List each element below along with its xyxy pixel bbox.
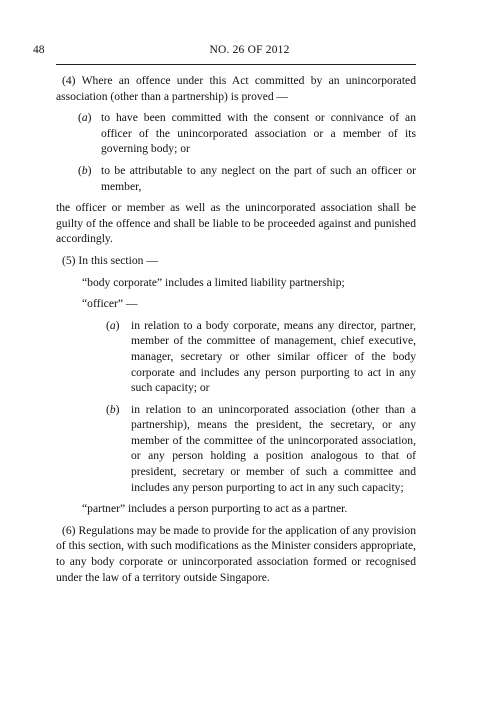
- item-label: (a): [78, 111, 92, 125]
- definition-officer-heading: “officer” —: [82, 297, 138, 311]
- act-title: NO. 26 OF 2012: [209, 44, 290, 56]
- subsection-4-item-a: [56, 110, 416, 157]
- item-label: (a): [106, 318, 120, 332]
- section-body: [56, 73, 416, 585]
- item-text: to have been committed with the consent or connivance of an officer of the unincorporated association or a member of its governing body; or: [101, 111, 416, 156]
- officer-item-a: [56, 318, 416, 396]
- item-text: in relation to a body corporate, means any director, partner, member of the committee of management, chief executive, manager, secretary or other similar officer of the body corporate and includes any person purporting to act in any such capacity; or: [131, 318, 416, 395]
- definition-partner: “partner” includes a person purporting to act as a partner.: [82, 502, 348, 516]
- definition-body-corporate: “body corporate” includes a limited liability partnership;: [82, 275, 345, 289]
- item-text: in relation to an unincorporated association (other than a partnership), means the president, the secretary, or any member of the committee of the unincorporated association, or any person holding a position analogous to that of president, secretary or member of such a committee and includes any person purporting to act in any such capacity;: [131, 402, 416, 494]
- subsection-4-item-b: [56, 163, 416, 194]
- header-rule: [56, 64, 416, 65]
- subsection-6: (6) Regulations may be made to provide for the application of any provision of this section, with such modifications as the Minister considers appropriate, to any body corporate or unincorporated association formed or recognised under the law of a territory outside Singapore.: [56, 523, 416, 584]
- item-text: to be attributable to any neglect on the part of such an officer or member,: [101, 163, 416, 193]
- item-label: (b): [106, 402, 120, 416]
- subsection-4-intro: (4) Where an offence under this Act committed by an unincorporated association (other than a partnership) is proved —: [56, 74, 416, 103]
- subsection-4-closing: the officer or member as well as the unincorporated association shall be guilty of the offence and shall be liable to be proceeded against and punished accordingly.: [56, 201, 416, 246]
- item-label: (b): [78, 163, 92, 177]
- officer-item-b: [56, 402, 416, 496]
- page-number: 48: [33, 44, 45, 56]
- subsection-5-intro: (5) In this section —: [62, 253, 158, 267]
